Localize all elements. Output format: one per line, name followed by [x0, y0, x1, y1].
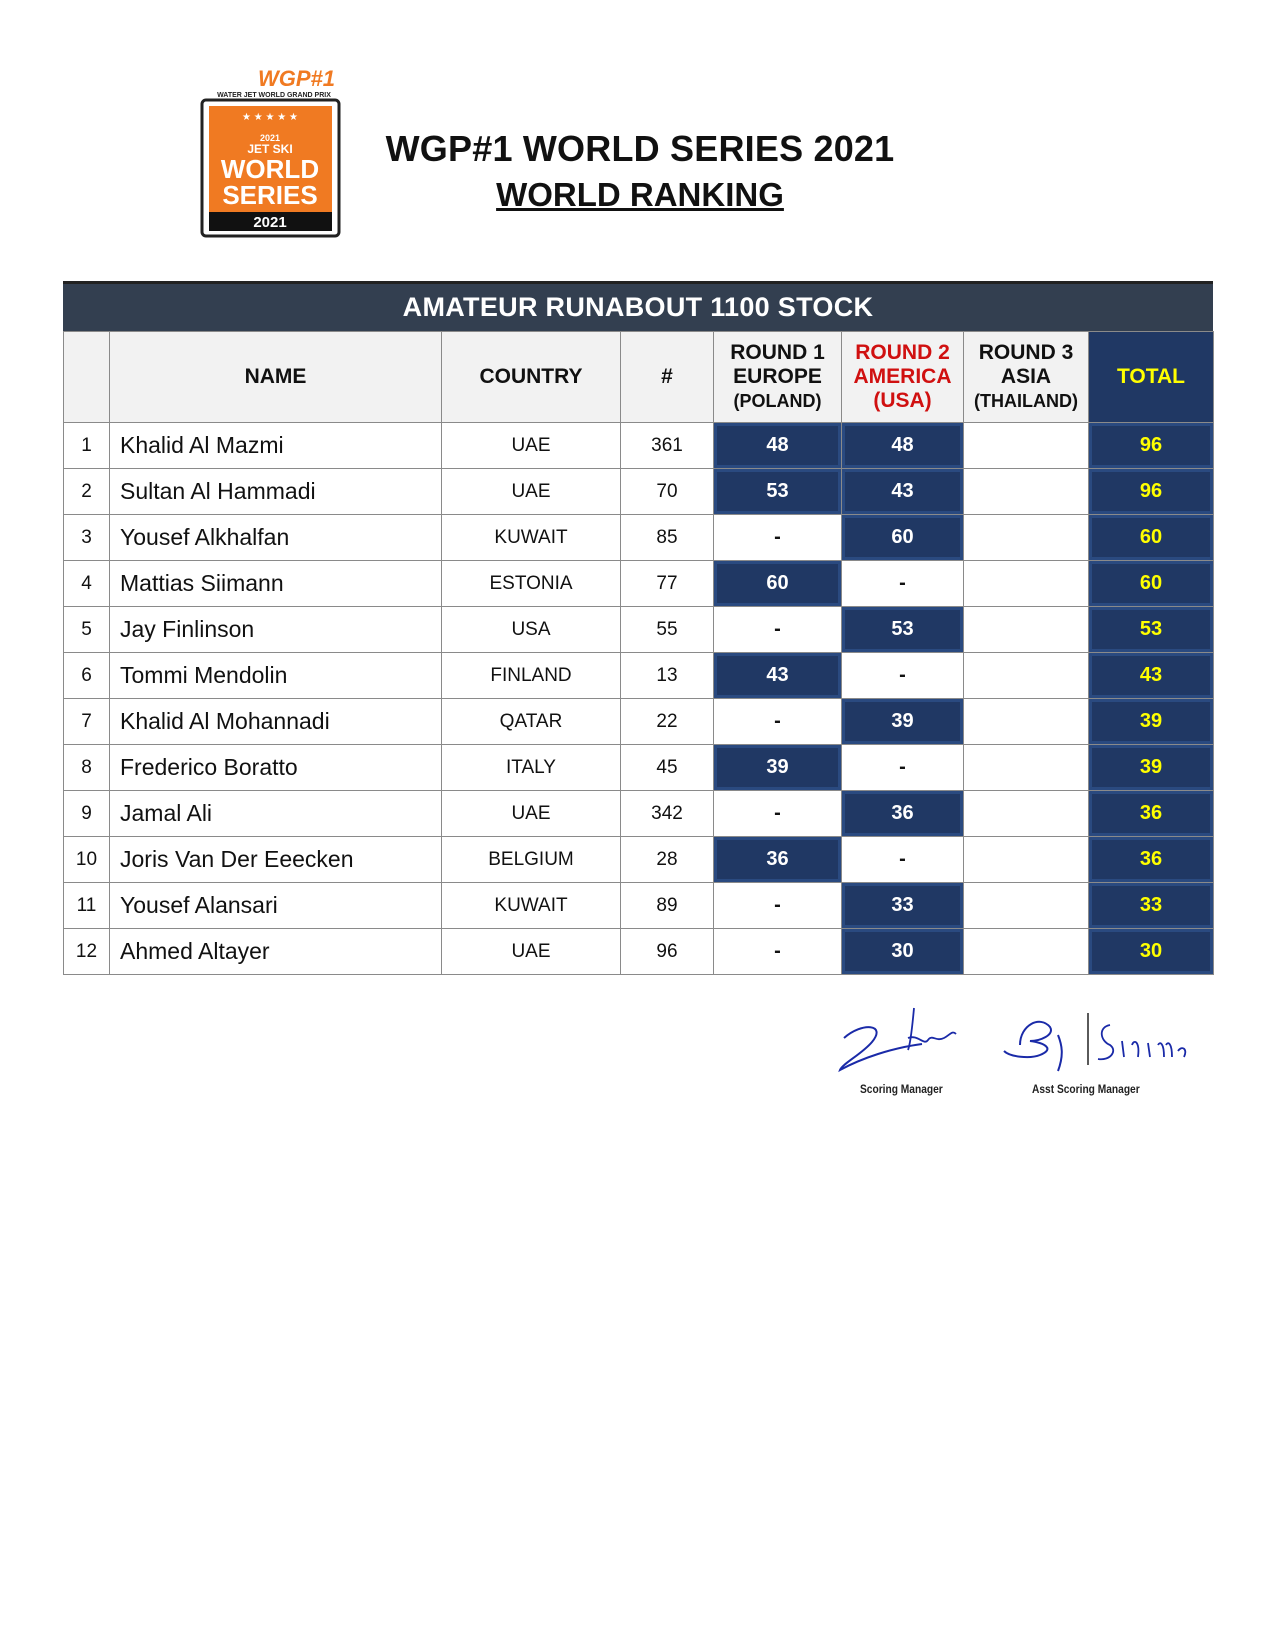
number-cell: 361: [621, 423, 714, 469]
round1-score-cell: -: [714, 929, 842, 975]
total-header: TOTAL: [1089, 332, 1214, 423]
table-row: [64, 837, 1214, 883]
name-cell: Frederico Boratto: [110, 745, 442, 791]
round1-venue: (POLAND): [733, 391, 822, 411]
round3-score-cell: [964, 929, 1089, 975]
round1-score-cell: 53: [714, 469, 842, 515]
table-row: [64, 423, 1214, 469]
logo-brand: WGP#1: [258, 68, 336, 91]
round3-score-cell: [964, 607, 1089, 653]
table-row: [64, 745, 1214, 791]
logo-series: SERIES: [222, 180, 318, 210]
table-row: [64, 561, 1214, 607]
title-block: [370, 128, 910, 214]
number-cell: 13: [621, 653, 714, 699]
page-title: WGP#1 WORLD SERIES 2021: [385, 128, 895, 169]
round1-score-cell: -: [714, 699, 842, 745]
number-cell: 45: [621, 745, 714, 791]
name-cell: Khalid Al Mazmi: [110, 423, 442, 469]
name-cell: Ahmed Altayer: [110, 929, 442, 975]
total-cell: 96: [1089, 423, 1214, 469]
round3-score-cell: [964, 745, 1089, 791]
country-cell: UAE: [442, 469, 621, 515]
number-cell: 28: [621, 837, 714, 883]
round2-score-cell: 30: [842, 929, 964, 975]
round2-score-cell: -: [842, 653, 964, 699]
name-header: NAME: [110, 332, 442, 423]
round3-label: ROUND 3: [978, 341, 1074, 364]
number-cell: 96: [621, 929, 714, 975]
round3-score-cell: [964, 515, 1089, 561]
world-series-logo: [200, 68, 348, 244]
round3-score-cell: [964, 469, 1089, 515]
asst-scoring-manager-signature: [1000, 1005, 1190, 1075]
scoring-manager-signature: [832, 1000, 962, 1080]
round1-score-cell: 36: [714, 837, 842, 883]
logo-small-year: 2021: [259, 133, 281, 143]
country-cell: ITALY: [442, 745, 621, 791]
round1-score-cell: -: [714, 607, 842, 653]
table-row: [64, 515, 1214, 561]
total-cell: 96: [1089, 469, 1214, 515]
round2-score-cell: 48: [842, 423, 964, 469]
round3-score-cell: [964, 423, 1089, 469]
round1-score-cell: 48: [714, 423, 842, 469]
total-cell: 39: [1089, 699, 1214, 745]
round1-score-cell: 43: [714, 653, 842, 699]
round1-label: ROUND 1: [730, 341, 825, 364]
name-cell: Khalid Al Mohannadi: [110, 699, 442, 745]
rank-cell: 2: [64, 469, 110, 515]
number-cell: 85: [621, 515, 714, 561]
total-cell: 60: [1089, 561, 1214, 607]
rank-cell: 7: [64, 699, 110, 745]
country-cell: KUWAIT: [442, 883, 621, 929]
country-header: COUNTRY: [442, 332, 621, 423]
table-row: [64, 791, 1214, 837]
rank-cell: 8: [64, 745, 110, 791]
rank-cell: 11: [64, 883, 110, 929]
round3-region: ASIA: [1000, 365, 1052, 388]
logo-tagline: WATER JET WORLD GRAND PRIX: [217, 92, 331, 99]
country-cell: BELGIUM: [442, 837, 621, 883]
logo-year: 2021: [253, 214, 287, 231]
total-cell: 36: [1089, 791, 1214, 837]
name-cell: Mattias Siimann: [110, 561, 442, 607]
country-cell: ESTONIA: [442, 561, 621, 607]
total-cell: 53: [1089, 607, 1214, 653]
round2-score-cell: 43: [842, 469, 964, 515]
name-cell: Sultan Al Hammadi: [110, 469, 442, 515]
category-banner: AMATEUR RUNABOUT 1100 STOCK: [63, 281, 1213, 331]
scoring-manager-label: Scoring Manager: [860, 1082, 943, 1096]
round1-score-cell: -: [714, 791, 842, 837]
rank-cell: 4: [64, 561, 110, 607]
rank-cell: 9: [64, 791, 110, 837]
round2-score-cell: 60: [842, 515, 964, 561]
ranking-board: [63, 281, 1213, 975]
round3-score-cell: [964, 837, 1089, 883]
name-cell: Jay Finlinson: [110, 607, 442, 653]
rank-header: [64, 332, 110, 423]
number-cell: 55: [621, 607, 714, 653]
country-cell: KUWAIT: [442, 515, 621, 561]
name-cell: Joris Van Der Eeecken: [110, 837, 442, 883]
round2-region: AMERICA: [853, 365, 952, 388]
round3-score-cell: [964, 653, 1089, 699]
round3-header: [964, 332, 1089, 423]
table-row: [64, 929, 1214, 975]
page-subtitle: WORLD RANKING: [496, 176, 784, 213]
header-row: [64, 332, 1214, 423]
total-cell: 60: [1089, 515, 1214, 561]
asst-scoring-manager-label: Asst Scoring Manager: [1032, 1082, 1140, 1096]
name-cell: Yousef Alansari: [110, 883, 442, 929]
number-cell: 22: [621, 699, 714, 745]
table-row: [64, 469, 1214, 515]
rank-cell: 5: [64, 607, 110, 653]
number-cell: 77: [621, 561, 714, 607]
rank-cell: 3: [64, 515, 110, 561]
round3-venue: (THAILAND): [974, 391, 1078, 411]
rank-cell: 6: [64, 653, 110, 699]
round1-score-cell: 39: [714, 745, 842, 791]
round2-score-cell: 53: [842, 607, 964, 653]
country-cell: FINLAND: [442, 653, 621, 699]
svg-text:★ ★ ★ ★ ★: ★ ★ ★ ★ ★: [242, 112, 298, 123]
number-header: #: [621, 332, 714, 423]
name-cell: Jamal Ali: [110, 791, 442, 837]
ranking-table: [63, 331, 1214, 975]
rank-cell: 1: [64, 423, 110, 469]
round3-score-cell: [964, 699, 1089, 745]
round1-score-cell: -: [714, 515, 842, 561]
total-cell: 30: [1089, 929, 1214, 975]
total-cell: 36: [1089, 837, 1214, 883]
round2-score-cell: -: [842, 837, 964, 883]
total-cell: 33: [1089, 883, 1214, 929]
round2-score-cell: 36: [842, 791, 964, 837]
table-row: [64, 607, 1214, 653]
logo-world: WORLD: [220, 154, 320, 184]
round2-score-cell: 39: [842, 699, 964, 745]
total-cell: 39: [1089, 745, 1214, 791]
country-cell: QATAR: [442, 699, 621, 745]
number-cell: 89: [621, 883, 714, 929]
round2-score-cell: -: [842, 745, 964, 791]
table-row: [64, 883, 1214, 929]
round2-header: [842, 332, 964, 423]
country-cell: USA: [442, 607, 621, 653]
country-cell: UAE: [442, 791, 621, 837]
name-cell: Yousef Alkhalfan: [110, 515, 442, 561]
country-cell: UAE: [442, 423, 621, 469]
round3-score-cell: [964, 791, 1089, 837]
round1-score-cell: -: [714, 883, 842, 929]
logo-jetski: JET SKI: [247, 142, 293, 156]
round1-header: [714, 332, 842, 423]
name-cell: Tommi Mendolin: [110, 653, 442, 699]
country-cell: UAE: [442, 929, 621, 975]
rank-cell: 10: [64, 837, 110, 883]
table-row: [64, 699, 1214, 745]
number-cell: 70: [621, 469, 714, 515]
round2-label: ROUND 2: [855, 341, 950, 364]
rank-cell: 12: [64, 929, 110, 975]
round2-score-cell: 33: [842, 883, 964, 929]
number-cell: 342: [621, 791, 714, 837]
round2-venue: (USA): [873, 389, 932, 412]
round2-score-cell: -: [842, 561, 964, 607]
table-row: [64, 653, 1214, 699]
round3-score-cell: [964, 883, 1089, 929]
round1-region: EUROPE: [733, 365, 822, 388]
total-cell: 43: [1089, 653, 1214, 699]
round1-score-cell: 60: [714, 561, 842, 607]
round3-score-cell: [964, 561, 1089, 607]
